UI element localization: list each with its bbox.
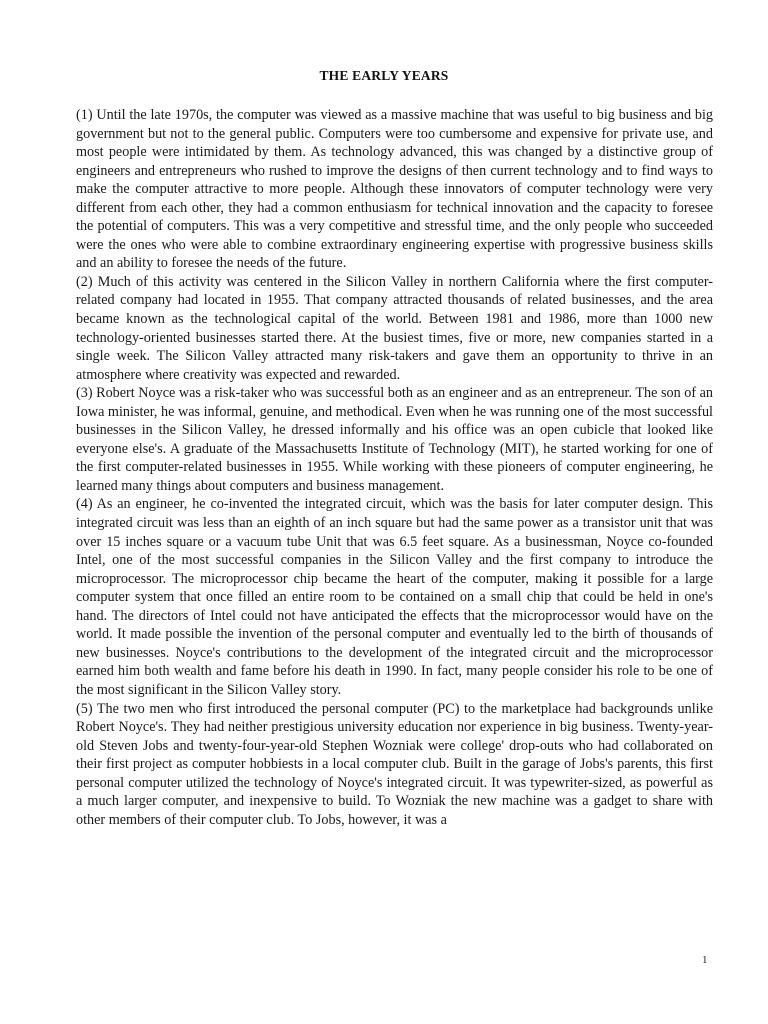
document-body: [76, 106, 713, 829]
page-title: THE EARLY YEARS: [319, 68, 449, 83]
paragraph-1: (1) Until the late 1970s, the computer was viewed as a massive machine that was useful to big business and big government but not to the general public. Computers were too cumbersome and expensive for private use, and most people were intimidated by them. As technology advanced, this was changed by a distinctive group of engineers and entrepreneurs who rushed to improve the designs of then current technology and to find ways to make the computer attractive to more people. Although these innovators of computer technology were very different from each other, they had a common enthusiasm for technical innovation and the capacity to foresee the potential of computers. This was a very competitive and stressful time, and the only people who succeeded were the ones who were able to combine extraordinary engineering expertise with progressive business skills and an ability to foresee the needs of the future.: [76, 107, 713, 272]
paragraph-4: (4) As an engineer, he co-invented the integrated circuit, which was the basis for later computer design. This integrated circuit was less than an eighth of an inch square but had the same power as a transistor unit that was over 15 inches square or a vacuum tube Unit that was 6.5 feet square. As a businessman, Noyce co-founded Intel, one of the most successful companies in the Silicon Valley and the first company to introduce the microprocessor. The microprocessor chip became the heart of the computer, making it possible for a large computer system that once filled an entire room to be contained on a small chip that could be held in one's hand. The directors of Intel could not have anticipated the effects that the microprocessor would have on the world. It made possible the invention of the personal computer and eventually led to the birth of thousands of new businesses. Noyce's contributions to the development of the integrated circuit and the microprocessor earned him both wealth and fame before his death in 1990. In fact, many people consider his role to be one of the most significant in the Silicon Valley story.: [76, 496, 713, 698]
paragraph-3: (3) Robert Noyce was a risk-taker who was successful both as an engineer and as an entrepreneur. The son of an Iowa minister, he was informal, genuine, and methodical. Even when he was running one of the most successful businesses in the Silicon Valley, he dressed informally and his office was an open cubicle that looked like everyone else's. A graduate of the Massachusetts Institute of Technology (MIT), he started working for one of the first computer-related businesses in 1955. While working with these pioneers of computer engineering, he learned many things about computers and business management.: [76, 385, 713, 494]
paragraph-5: (5) The two men who first introduced the personal computer (PC) to the marketplace had backgrounds unlike Robert Noyce's. They had neither prestigious university education nor experience in big business. Twenty-year-old Steven Jobs and twenty-four-year-old Stephen Wozniak were college' drop-outs who had collaborated on their first project as computer hobbiests in a local computer club. Built in the garage of Jobs's parents, this first personal computer utilized the technology of Noyce's integrated circuit. It was typewriter-sized, as powerful as a much larger computer, and inexpensive to build. To Wozniak the new machine was a gadget to share with other members of their computer club. To Jobs, however, it was a: [76, 700, 713, 828]
page-number: 1: [702, 954, 708, 966]
paragraph-2: (2) Much of this activity was centered in the Silicon Valley in northern California where the first computer-related company had located in 1955. That company attracted thousands of related businesses, and the area became known as the technological capital of the world. Between 1981 and 1986, more than 1000 new technology-oriented businesses started there. At the busiest times, five or more, new companies started in a single week. The Silicon Valley attracted many risk-takers and gave them an opportunity to thrive in an atmosphere where creativity was expected and rewarded.: [76, 273, 713, 383]
